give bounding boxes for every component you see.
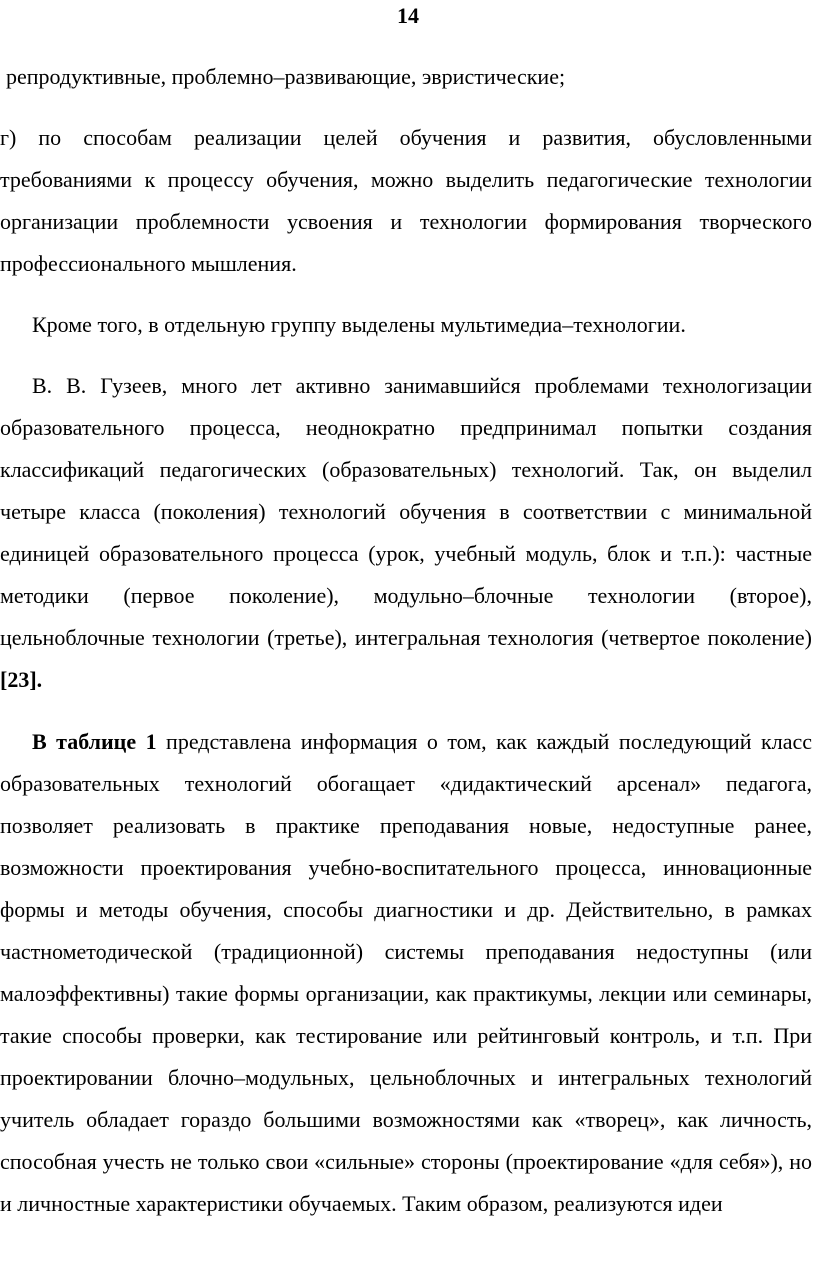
paragraph-list-continuation — [0, 56, 812, 98]
paragraph-text: г) по способам реализации целей обучения и развития, обусловленными требованиями к процессу обучения, можно выделить педагогические технологии организации проблемности усвоения и технологии формирования творческого профессионального мышления. — [0, 125, 812, 276]
paragraph-table-reference — [0, 721, 812, 1225]
paragraph-text: представлена информация о том, как каждый последующий класс образовательных технологий обогащает «дидактический арсенал» педагога, позволяет реализовать в практике преподавания новые, недоступные ранее, возможности проектирования учебно-воспитательного процесса, инновационные формы и методы обучения, способы диагностики и др. Действительно, в рамках частнометодической (традиционной) системы преподавания недоступны (или малоэффективны) такие формы организации, как практикумы, лекции или семинары, такие способы проверки, как тестирование или рейтинговый контроль, и т.п. При проектировании блочно–модульных, цельноблочных и интегральных технологий учитель обладает гораздо большими возможностями как «творец», как личность, способная учесть не только свои «сильные» стороны (проектирование «для себя»), но и личностные характеристики обучаемых. Таким образом, реализуются идеи — [0, 729, 812, 1216]
paragraph-multimedia — [0, 304, 812, 346]
paragraph-list-item-g — [0, 117, 812, 285]
paragraph-guzeev — [0, 365, 812, 701]
document-body — [0, 56, 812, 1225]
paragraph-text: репродуктивные, проблемно–развивающие, эвристические; — [6, 64, 566, 89]
paragraph-text: Кроме того, в отдельную группу выделены мультимедиа–технологии. — [32, 312, 686, 337]
table-reference-bold: В таблице 1 — [32, 729, 157, 754]
page-number: 14 — [397, 3, 419, 28]
citation-reference: [23]. — [0, 667, 43, 692]
paragraph-text: В. В. Гузеев, много лет активно занимавшийся проблемами технологизации образовательного процесса, неоднократно предпринимал попытки создания классификаций педагогических (образовательных) технологий. Так, он выделил четыре класса (поколения) технологий обучения в соответствии с минимальной единицей образовательного процесса (урок, учебный модуль, блок и т.п.): частные методики (первое поколение), модульно–блочные технологии (второе), цельноблочные технологии (третье), интегральная технология (четвертое поколение) — [0, 373, 812, 650]
